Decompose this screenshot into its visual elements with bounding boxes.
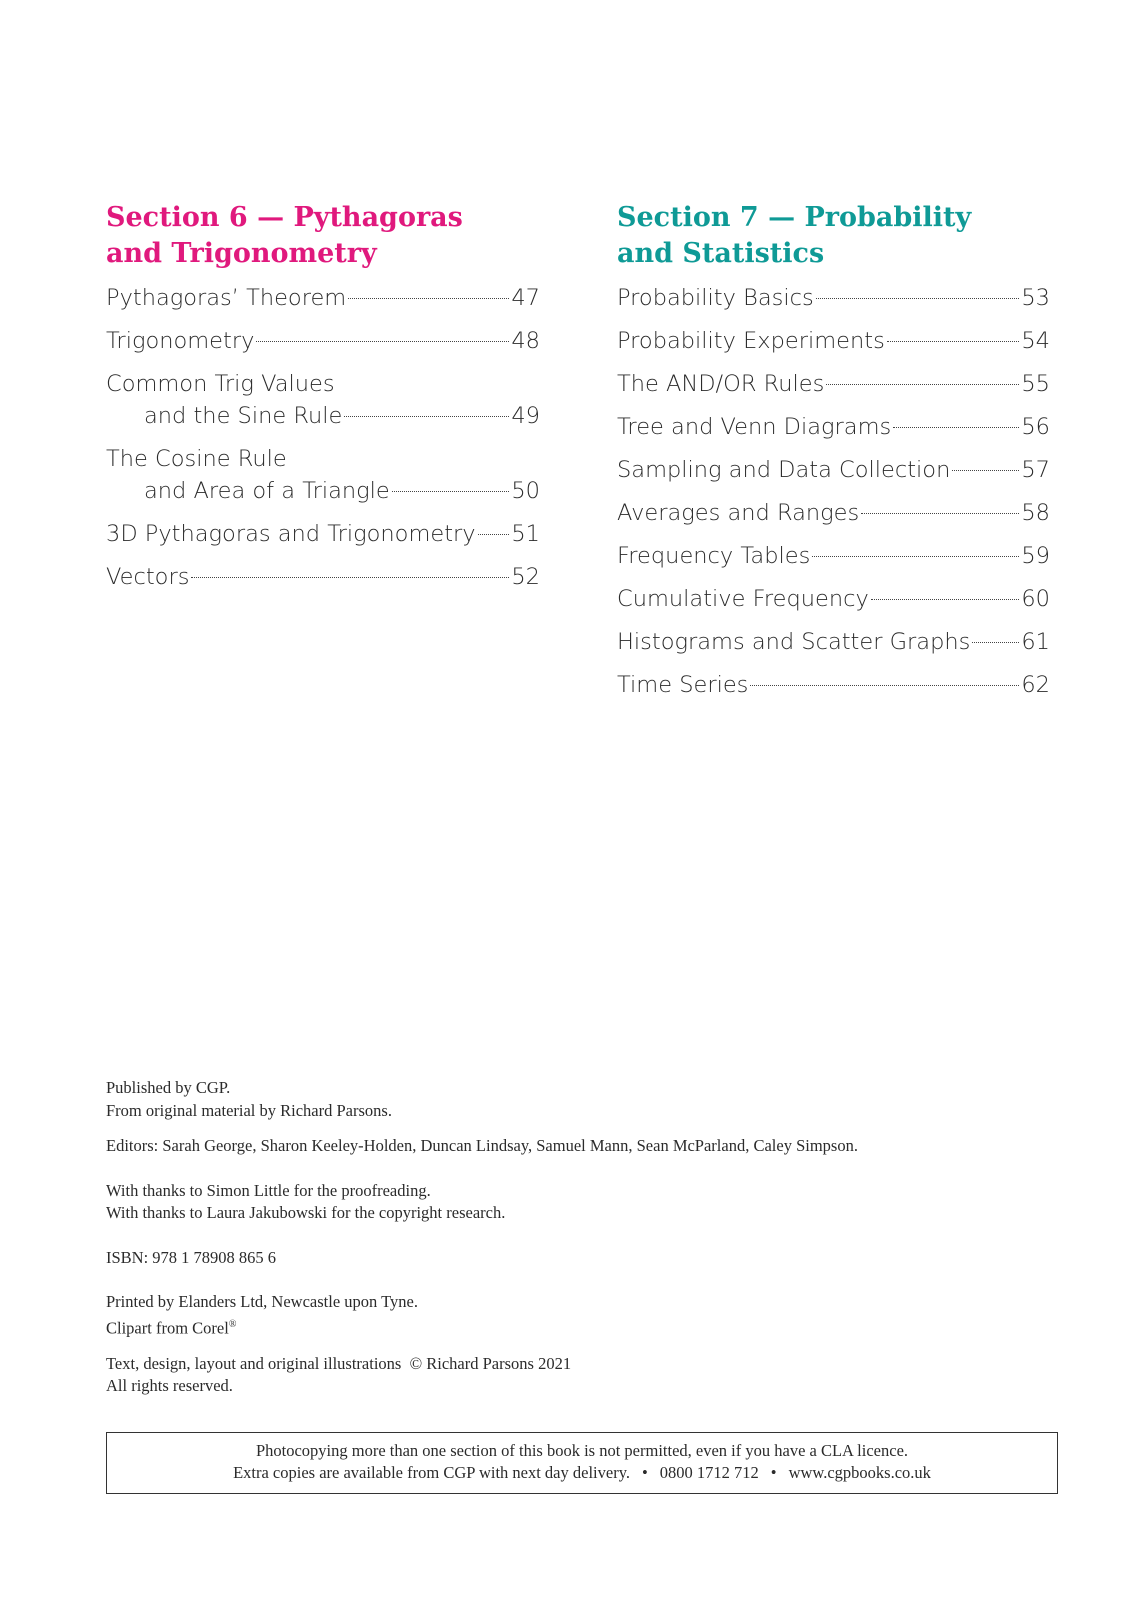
toc-item-label: Pythagoras’ Theorem [106,285,347,311]
toc-item-averages[interactable] [617,497,1050,529]
toc-item-page: 50 [511,478,540,504]
toc-item-cumulative-frequency[interactable] [617,583,1050,615]
notice-line1: Photocopying more than one section of this book is not permitted, even if you have a CLA licence. [255,1441,909,1460]
toc-item-label: The AND/OR Rules [617,371,825,397]
toc-item-label-line1: Common Trig Values [106,371,335,397]
dot-leader [392,491,510,492]
bullet-separator: • [642,1463,648,1482]
published-by: Published by CGP. [106,1078,231,1097]
clipart-text: Clipart from Corel [106,1318,229,1337]
isbn: ISBN: 978 1 78908 865 6 [106,1247,277,1267]
toc-item-label: Sampling and Data Collection [617,457,951,483]
dot-leader [750,685,1019,686]
toc-item-3d-pythagoras[interactable] [106,518,540,550]
bullet-separator: • [770,1463,777,1482]
dot-leader [191,577,509,578]
toc-item-page: 53 [1021,285,1050,311]
toc-item-page: 54 [1021,328,1050,354]
thanks-copyright: With thanks to Laura Jakubowski for the copyright research. [106,1203,506,1222]
editors: Editors: Sarah George, Sharon Keeley-Holden, Duncan Lindsay, Samuel Mann, Sean McParland, Caley Simpson. [106,1136,858,1155]
toc-item-label: Tree and Venn Diagrams [617,414,892,440]
dot-leader [478,534,510,535]
photocopy-notice-box [106,1432,1058,1494]
printed-by: Printed by Elanders Ltd, Newcastle upon Tyne. [106,1292,418,1311]
toc-item-histograms[interactable] [617,626,1050,658]
toc-item-probability-basics[interactable] [617,282,1050,314]
section-6-contents [106,200,540,604]
notice-website-link[interactable]: www.cgpbooks.co.uk [788,1463,931,1482]
original-material: From original material by Richard Parsons. [106,1100,392,1120]
toc-item-page: 55 [1021,371,1050,397]
section-6-title [106,200,540,272]
section-7-title-line2: and Statistics [617,238,825,269]
toc-item-page: 52 [511,564,540,590]
dot-leader [348,298,509,299]
section-7-contents [617,200,1050,712]
section-7-title-line1: Section 7 — Probability [617,202,972,233]
toc-item-label: and the Sine Rule [144,403,343,429]
toc-item-page: 49 [511,403,540,429]
dot-leader [256,341,509,342]
dot-leader [826,384,1019,385]
toc-item-page: 47 [511,285,540,311]
toc-item-label: 3D Pythagoras and Trigonometry [106,521,476,547]
registered-mark: ® [228,1318,237,1330]
toc-item-label-line1: The Cosine Rule [106,446,287,472]
toc-item-label: and Area of a Triangle [144,478,390,504]
dot-leader [871,599,1020,600]
toc-item-sampling[interactable] [617,454,1050,486]
notice-extra-copies: Extra copies are available from CGP with next day delivery. [233,1463,630,1482]
toc-item-page: 62 [1021,672,1050,698]
section-7-toc-list [617,282,1050,701]
toc-item-label: Trigonometry [106,328,255,354]
toc-item-page: 58 [1021,500,1050,526]
toc-item-cosine-rule[interactable] [106,443,540,507]
toc-item-label: Frequency Tables [617,543,811,569]
dot-leader [816,298,1020,299]
dot-leader [887,341,1020,342]
toc-item-and-or-rules[interactable] [617,368,1050,400]
toc-item-page: 61 [1021,629,1050,655]
toc-item-label: Histograms and Scatter Graphs [617,629,971,655]
notice-phone: 0800 1712 712 [659,1463,759,1482]
toc-item-label: Averages and Ranges [617,500,860,526]
rights-reserved: All rights reserved. [106,1376,233,1395]
section-7-title [617,200,1050,272]
dot-leader [893,427,1019,428]
toc-item-time-series[interactable] [617,669,1050,701]
toc-item-page: 56 [1021,414,1050,440]
toc-item-vectors[interactable] [106,561,540,593]
toc-item-pythagoras-theorem[interactable] [106,282,540,314]
toc-item-common-trig-values[interactable] [106,368,540,432]
toc-item-page: 51 [511,521,540,547]
section-6-toc-list [106,282,540,593]
section-6-title-line2: and Trigonometry [106,238,377,269]
dot-leader [812,556,1019,557]
dot-leader [344,416,509,417]
notice-line2 [107,1462,1057,1484]
toc-item-frequency-tables[interactable] [617,540,1050,572]
clipart-credit [106,1314,1066,1340]
publication-credits [106,1077,1066,1398]
toc-item-page: 60 [1021,586,1050,612]
dot-leader [972,642,1019,643]
section-6-title-line1: Section 6 — Pythagoras [106,202,463,233]
toc-item-page: 57 [1021,457,1050,483]
toc-item-trigonometry[interactable] [106,325,540,357]
toc-item-label: Vectors [106,564,190,590]
toc-item-label: Cumulative Frequency [617,586,869,612]
toc-item-label: Probability Basics [617,285,814,311]
copyright-line: Text, design, layout and original illustrations © Richard Parsons 2021 [106,1353,572,1373]
toc-item-probability-experiments[interactable] [617,325,1050,357]
thanks-proofreading: With thanks to Simon Little for the proofreading. [106,1180,431,1200]
toc-item-page: 59 [1021,543,1050,569]
dot-leader [952,470,1019,471]
toc-item-tree-venn[interactable] [617,411,1050,443]
toc-item-label: Time Series [617,672,749,698]
toc-item-page: 48 [511,328,540,354]
toc-item-label: Probability Experiments [617,328,885,354]
dot-leader [861,513,1019,514]
